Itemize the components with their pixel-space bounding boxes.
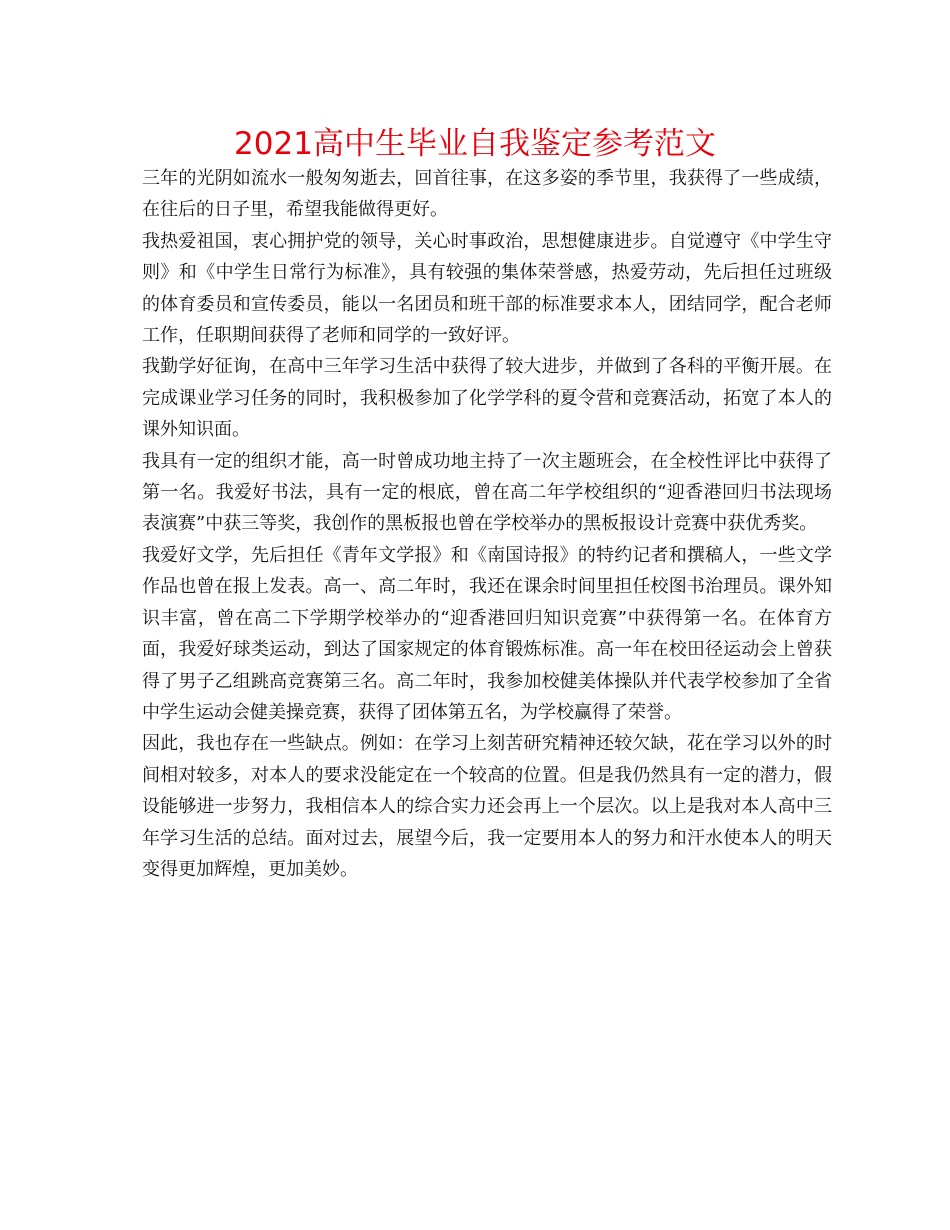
paragraph-shortcomings: 因此，我也存在一些缺点。例如：在学习上刻苦研究精神还较欠缺，花在学习以外的时间相对较多，对本人的要求没能定在一个较高的位置。但是我仍然具有一定的潜力，假设能够进一步努力，我相信本人的综合实力还会再上一个层次。以上是我对本人高中三年学习生活的总结。面对过去，展望今后，我一定要用本人的努力和汗水使本人的明天变得更加辉煌，更加美妙。 — [142, 733, 832, 880]
document-body — [142, 163, 832, 885]
paragraph-literature-sports: 我爱好文学，先后担任《青年文学报》和《南国诗报》的特约记者和撰稿人，一些文学作品也曾在报上发表。高一、高二年时，我还在课余时间里担任校图书治理员。课外知识丰富，曾在高二下学期学校举办的“迎香港回归知识竞赛”中获得第一名。在体育方面，我爱好球类运动，到达了国家规定的体育锻炼标准。高一年在校田径运动会上曾获得了男子乙组跳高竞赛第三名。高二年时，我参加校健美体操队并代表学校参加了全省中学生运动会健美操竞赛，获得了团体第五名，为学校赢得了荣誉。 — [142, 544, 832, 723]
paragraph-intro: 三年的光阴如流水一般匆匆逝去，回首往事，在这多姿的季节里，我获得了一些成绩，在往后的日子里，希望我能做得更好。 — [142, 168, 832, 221]
paragraph-conduct: 我热爱祖国，衷心拥护党的领导，关心时事政治，思想健康进步。自觉遵守《中学生守则》和《中学生日常行为标准》，具有较强的集体荣誉感，热爱劳动，先后担任过班级的体育委员和宣传委员，能以一名团员和班干部的标准要求本人，团结同学，配合老师工作，任职期间获得了老师和同学的一致好评。 — [142, 230, 832, 347]
paragraph-organization: 我具有一定的组织才能，高一时曾成功地主持了一次主题班会，在全校性评比中获得了第一名。我爱好书法，具有一定的根底，曾在高二年学校组织的“迎香港回归书法现场表演赛”中获三等奖，我创作的黑板报也曾在学校举办的黑板报设计竞赛中获优秀奖。 — [142, 450, 832, 535]
document-title: 2021高中生毕业自我鉴定参考范文 — [234, 126, 716, 162]
paragraph-study: 我勤学好征询，在高中三年学习生活中获得了较大进步，并做到了各科的平衡开展。在完成课业学习任务的同时，我积极参加了化学学科的夏令营和竞赛活动，拓宽了本人的课外知识面。 — [142, 356, 832, 441]
